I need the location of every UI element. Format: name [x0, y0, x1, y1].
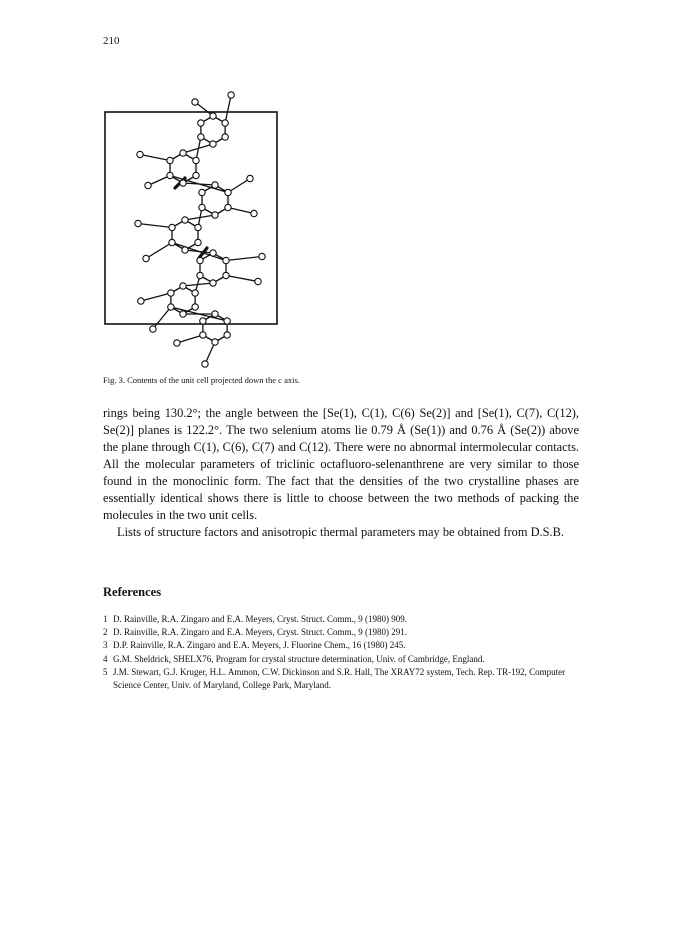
reference-item — [103, 626, 579, 639]
atom-marker — [192, 290, 198, 296]
atom-marker — [212, 311, 218, 317]
figure-caption-text: Contents of the unit cell projected down the c axis. — [127, 375, 300, 385]
atom-marker — [200, 332, 206, 338]
atom-marker — [251, 210, 257, 216]
atom-marker — [138, 298, 144, 304]
atom-marker — [222, 134, 228, 140]
reference-text: J.M. Stewart, G.J. Kruger, H.L. Ammon, C.W. Dickinson and S.R. Hall, The XRAY72 system, Tech. Rep. TR-192, Computer Science Center, Univ. of Maryland, College Park, Maryland. — [113, 666, 566, 691]
atom-marker — [193, 172, 199, 178]
reference-item — [103, 653, 579, 666]
atom-marker — [210, 113, 216, 119]
fluorine-bond — [141, 293, 171, 301]
atom-marker — [192, 99, 198, 105]
reference-number: 2 — [103, 627, 108, 638]
body-text — [103, 405, 579, 541]
atom-marker — [174, 340, 180, 346]
fluorine-bond — [146, 243, 172, 259]
atom-marker — [210, 280, 216, 286]
atom-marker — [192, 304, 198, 310]
atom-marker — [223, 272, 229, 278]
atom-marker — [167, 157, 173, 163]
atom-markers — [135, 92, 265, 367]
atom-marker — [193, 157, 199, 163]
atom-marker — [168, 304, 174, 310]
reference-text: D. Rainville, R.A. Zingaro and E.A. Meyers, Cryst. Struct. Comm., 9 (1980) 909. — [113, 614, 407, 624]
reference-number: 3 — [103, 640, 108, 651]
reference-text: G.M. Sheldrick, SHELX76, Program for crystal structure determination, Univ. of Cambridge, England. — [113, 653, 485, 664]
fluorine-bond — [153, 307, 171, 329]
reference-text: D.P. Rainville, R.A. Zingaro and E.A. Meyers, J. Fluorine Chem., 16 (1980) 245. — [113, 640, 406, 651]
references-list — [103, 613, 579, 692]
reference-item — [103, 613, 579, 626]
atom-marker — [225, 189, 231, 195]
body-paragraph: rings being 130.2°; the angle between the [Se(1), C(1), C(6) Se(2)] and [Se(1), C(7), C(12), Se(2)] planes is 122.2°. The two selenium atoms lie 0.79 Å (Se(1)) and 0.76 Å (Se(2)) above the plane through C(1), C(6), C(7) and C(12). There were no abnormal intermolecular contacts. All the molecular parameters of triclinic octafluoro-selenanthrene are very similar to those found in the monoclinic form. The fact that the densities of the two crystalline phases are essentially identical shows there is little to choose between the two methods of packing the molecules in the two unit cells. — [103, 406, 579, 522]
atom-marker — [224, 318, 230, 324]
fluorine-bond — [225, 95, 231, 123]
reference-item — [103, 666, 579, 692]
atom-marker — [137, 151, 143, 157]
atom-marker — [182, 247, 188, 253]
atom-marker — [200, 318, 206, 324]
fluorine-bond — [138, 224, 172, 228]
atom-marker — [210, 141, 216, 147]
atom-marker — [198, 120, 204, 126]
atom-marker — [180, 283, 186, 289]
atom-marker — [169, 239, 175, 245]
atom-marker — [212, 182, 218, 188]
reference-number: 1 — [103, 614, 108, 624]
fluorine-bond — [226, 276, 258, 282]
atom-marker — [212, 339, 218, 345]
atom-marker — [255, 278, 261, 284]
atom-marker — [182, 217, 188, 223]
reference-number: 4 — [103, 653, 108, 664]
page-number: 210 — [103, 35, 120, 47]
figure-label: Fig. 3. — [103, 375, 125, 385]
atom-marker — [168, 290, 174, 296]
body-paragraph: Lists of structure factors and anisotropic thermal parameters may be obtained from D.S.B. — [117, 525, 564, 539]
atom-marker — [210, 250, 216, 256]
atom-marker — [225, 204, 231, 210]
atom-marker — [195, 224, 201, 230]
figure-caption — [103, 375, 300, 385]
fluorine-bond — [140, 155, 170, 161]
atom-marker — [143, 255, 149, 261]
reference-number: 5 — [103, 666, 108, 677]
atom-marker — [199, 189, 205, 195]
atom-marker — [195, 239, 201, 245]
atom-marker — [180, 180, 186, 186]
atom-marker — [223, 257, 229, 263]
atom-marker — [180, 150, 186, 156]
fluorine-bond — [228, 179, 250, 193]
unit-cell-boundary — [105, 112, 277, 324]
atom-marker — [199, 204, 205, 210]
atom-marker — [247, 175, 253, 181]
reference-text: D. Rainville, R.A. Zingaro and E.A. Meyers, Cryst. Struct. Comm., 9 (1980) 291. — [113, 627, 407, 638]
fluorine-bond — [226, 257, 262, 261]
atom-marker — [202, 361, 208, 367]
atom-marker — [150, 326, 156, 332]
atom-marker — [145, 182, 151, 188]
atom-marker — [224, 332, 230, 338]
atom-marker — [259, 253, 265, 259]
reference-item — [103, 639, 579, 652]
atom-marker — [228, 92, 234, 98]
atom-marker — [197, 272, 203, 278]
unit-cell-projection-drawing — [95, 60, 295, 370]
unit-cell-figure — [95, 60, 295, 370]
fluorine-bond — [177, 335, 203, 343]
atom-marker — [180, 311, 186, 317]
atom-marker — [135, 220, 141, 226]
atom-marker — [212, 212, 218, 218]
atom-marker — [198, 134, 204, 140]
fluorine-bond — [228, 208, 254, 214]
atom-marker — [169, 224, 175, 230]
atom-marker — [222, 120, 228, 126]
references-heading: References — [103, 585, 162, 599]
atom-marker — [167, 172, 173, 178]
atom-marker — [197, 257, 203, 263]
